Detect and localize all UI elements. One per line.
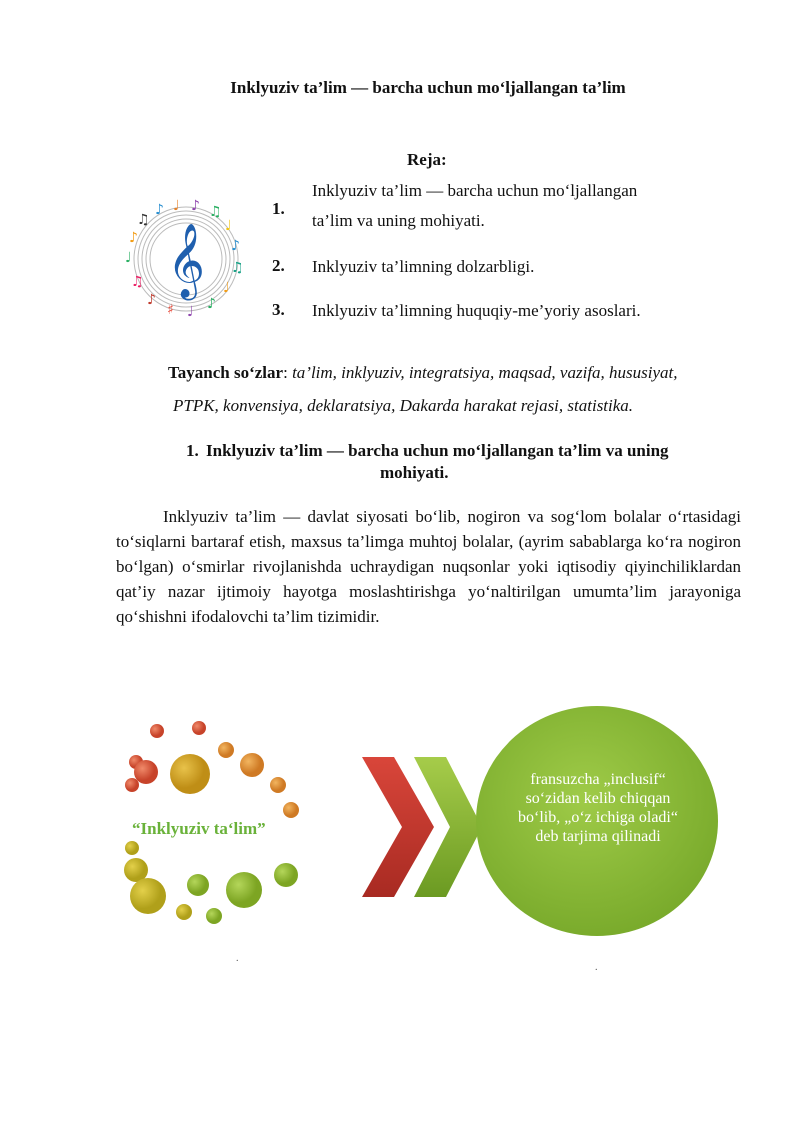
- plan-item-1-line1: Inklyuziv ta’lim — barcha uchun mo‘ljallangan: [312, 181, 638, 200]
- svg-text:♩: ♩: [223, 280, 230, 296]
- keywords-list-2: PTPK, konvensiya, deklaratsiya, Dakarda harakat rejasi, statistika.: [173, 396, 634, 415]
- definition-text: fransuzcha „inclusif“ so‘zidan kelib chiqqan bo‘lib, „o‘z ichiga oladi“ deb tarjima qilinadi: [518, 771, 678, 845]
- svg-text:♫: ♫: [131, 274, 144, 290]
- dot-marker: .: [236, 953, 239, 964]
- dot-marker: .: [595, 962, 598, 973]
- music-clef-icon: [125, 198, 247, 320]
- plan-item-number: 1.: [272, 199, 285, 218]
- keywords-line: [168, 363, 678, 383]
- plan-heading: Reja:: [407, 150, 447, 169]
- svg-text:♪: ♪: [147, 292, 156, 308]
- plan-item-3: Inklyuziv ta’limning huquqiy-me’yoriy asoslari.: [312, 301, 641, 320]
- svg-text:♫: ♫: [231, 260, 244, 276]
- inclusive-education-label: “Inklyuziv ta‘lim”: [132, 819, 266, 838]
- svg-text:♪: ♪: [155, 202, 164, 218]
- section-heading-line1: Inklyuziv ta’lim — barcha uchun mo‘ljallangan ta’lim va uning: [206, 441, 669, 460]
- plan-item-2: Inklyuziv ta’limning dolzarbligi.: [312, 257, 535, 276]
- plan-item-number: 3.: [272, 300, 285, 319]
- plan-item-number: 2.: [272, 256, 285, 275]
- keywords-list-1: ta’lim, inklyuziv, integratsiya, maqsad, vazifa, hususiyat,: [292, 363, 678, 382]
- svg-text:♩: ♩: [125, 250, 132, 266]
- svg-text:♪: ♪: [231, 238, 240, 254]
- svg-text:♯: ♯: [167, 302, 174, 318]
- svg-text:♪: ♪: [191, 198, 200, 214]
- body-paragraph: Inklyuziv ta’lim — davlat siyosati bo‘lib, nogiron va sog‘lom bolalar o‘rtasidagi to‘siqlarni bartaraf etish, maxsus ta’limga muhtoj bolalar, (ayrim sabablarga ko‘ra nogiron bo‘lgan) o‘smirlar rivojlanishda uchraydigan nuqsonlar yoki iqtisodiy qiyinchiliklardan qat’iy nazar ijtimoiy hayotga moslashtirishga yo‘naltirilgan umumta’lim jarayoniga qo‘shishni ifodalovchi ta’lim tizimidir.: [116, 507, 741, 626]
- document-title: Inklyuziv ta’lim — barcha uchun mo‘ljallangan ta’lim: [230, 78, 626, 97]
- svg-text:♫: ♫: [209, 204, 222, 220]
- svg-text:♫: ♫: [137, 212, 150, 228]
- chevron-arrows-icon: [362, 757, 482, 897]
- plan-item-1-line2: ta’lim va uning mohiyati.: [312, 211, 485, 230]
- section-number: 1.: [186, 441, 199, 460]
- keywords-colon: :: [283, 363, 288, 382]
- svg-text:♩: ♩: [173, 198, 180, 214]
- svg-text:♩: ♩: [187, 304, 194, 320]
- section-heading-line2: mohiyati.: [380, 463, 449, 482]
- plan-item-1: [312, 176, 732, 236]
- svg-text:𝄞: 𝄞: [167, 224, 205, 298]
- svg-text:♩: ♩: [225, 218, 232, 234]
- svg-text:♪: ♪: [129, 230, 138, 246]
- keywords-label: Tayanch so‘zlar: [168, 363, 284, 382]
- svg-text:♪: ♪: [207, 296, 216, 312]
